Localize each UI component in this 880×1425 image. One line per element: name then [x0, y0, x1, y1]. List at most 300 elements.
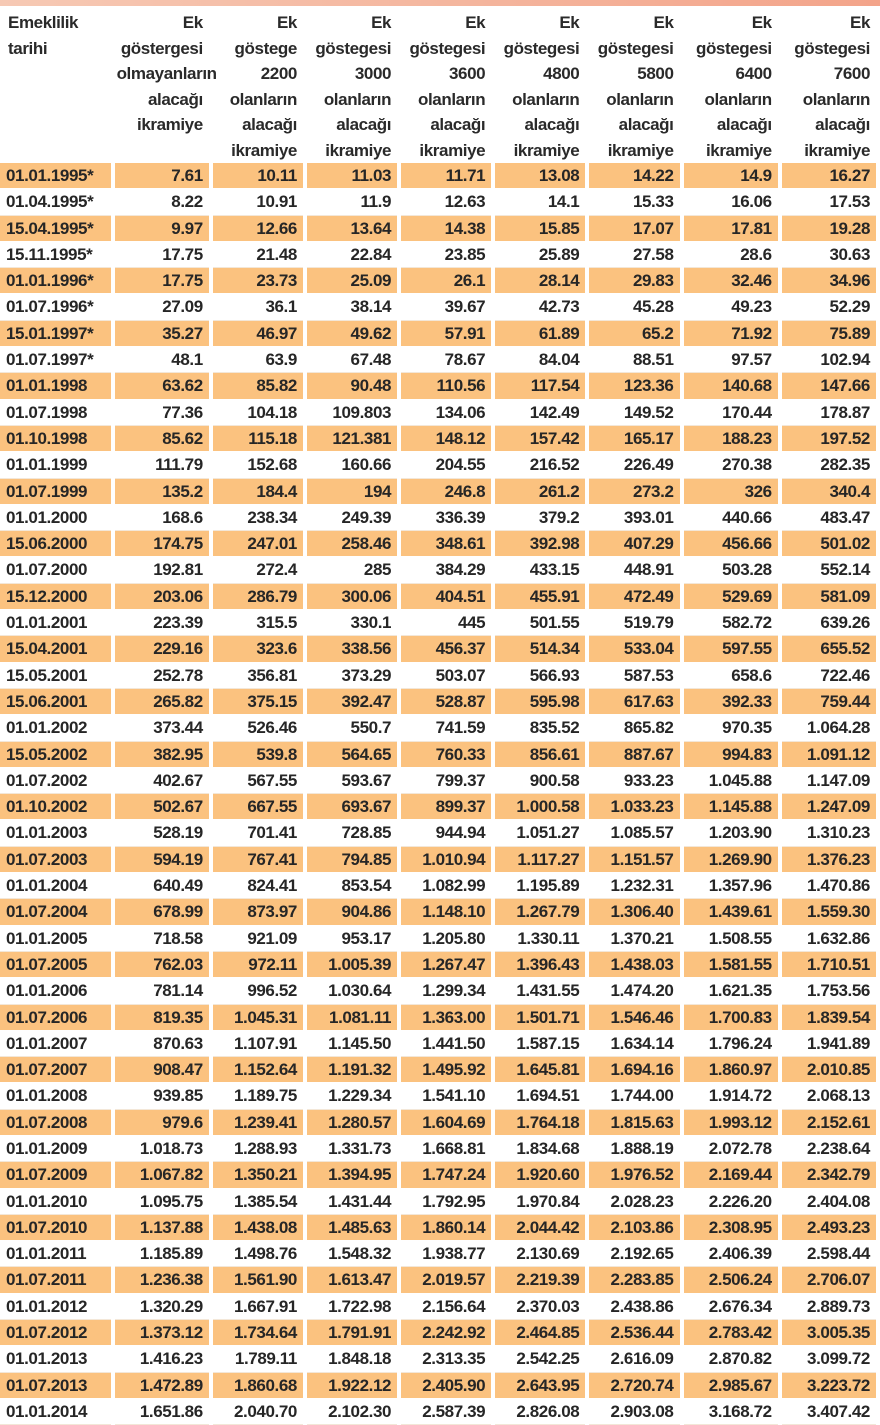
bonus-amount-cell: 102.94 [780, 347, 878, 373]
bonus-amount-cell: 65.2 [587, 320, 681, 346]
bonus-amount-cell: 760.33 [399, 741, 493, 767]
table-row [0, 399, 878, 425]
bonus-amount-cell: 32.46 [682, 268, 780, 294]
table-row [0, 925, 878, 951]
bonus-amount-cell: 1.561.90 [211, 1267, 305, 1293]
bonus-amount-cell: 1.117.27 [493, 846, 587, 872]
bonus-amount-cell: 2.102.30 [305, 1398, 399, 1424]
bonus-amount-cell: 404.51 [399, 583, 493, 609]
table-row [0, 1030, 878, 1056]
bonus-amount-cell: 249.39 [305, 504, 399, 530]
bonus-amount-cell: 1.082.99 [399, 873, 493, 899]
bonus-amount-cell: 229.16 [113, 636, 211, 662]
bonus-amount-cell: 2.169.44 [682, 1162, 780, 1188]
bonus-amount-cell: 2.370.03 [493, 1293, 587, 1319]
bonus-amount-cell: 1.764.18 [493, 1109, 587, 1135]
bonus-amount-cell: 2.044.42 [493, 1214, 587, 1240]
bonus-amount-cell: 1.734.64 [211, 1320, 305, 1346]
table-row [0, 294, 878, 320]
table-row [0, 767, 878, 793]
table-row [0, 268, 878, 294]
retirement-date-cell: 01.01.2004 [0, 873, 113, 899]
retirement-date-cell: 01.07.2000 [0, 557, 113, 583]
bonus-amount-cell: 1.634.14 [587, 1030, 681, 1056]
bonus-amount-cell: 2.438.86 [587, 1293, 681, 1319]
retirement-date-cell: 15.11.1995* [0, 241, 113, 267]
bonus-amount-cell: 1.045.31 [211, 1004, 305, 1030]
bonus-amount-cell: 1.195.89 [493, 873, 587, 899]
column-header-8: Ek göstegesi 7600 olanların alacağı ikramiye [780, 8, 878, 163]
table-row [0, 1162, 878, 1188]
bonus-amount-cell: 2.542.25 [493, 1346, 587, 1372]
table-row [0, 425, 878, 451]
column-header-7: Ek göstegesi 6400 olanların alacağı ikramiye [682, 8, 780, 163]
retirement-date-cell: 15.06.2001 [0, 688, 113, 714]
bonus-amount-cell: 865.82 [587, 715, 681, 741]
bonus-amount-cell: 1.559.30 [780, 899, 878, 925]
bonus-amount-cell: 1.091.12 [780, 741, 878, 767]
bonus-amount-cell: 1.914.72 [682, 1083, 780, 1109]
bonus-amount-cell: 2.985.67 [682, 1372, 780, 1398]
bonus-amount-cell: 519.79 [587, 610, 681, 636]
bonus-amount-cell: 373.44 [113, 715, 211, 741]
bonus-amount-cell: 1.288.93 [211, 1135, 305, 1161]
bonus-amount-cell: 529.69 [682, 583, 780, 609]
bonus-amount-cell: 392.47 [305, 688, 399, 714]
bonus-amount-cell: 90.48 [305, 373, 399, 399]
table-row [0, 1293, 878, 1319]
bonus-amount-cell: 188.23 [682, 425, 780, 451]
bonus-amount-cell: 23.85 [399, 241, 493, 267]
bonus-amount-cell: 14.9 [682, 163, 780, 189]
bonus-amount-cell: 1.145.50 [305, 1030, 399, 1056]
bonus-amount-cell: 1.189.75 [211, 1083, 305, 1109]
bonus-amount-cell: 566.93 [493, 662, 587, 688]
bonus-amount-cell: 550.7 [305, 715, 399, 741]
table-row [0, 951, 878, 977]
bonus-amount-cell: 1.269.90 [682, 846, 780, 872]
retirement-date-cell: 01.07.2012 [0, 1320, 113, 1346]
bonus-amount-cell: 528.87 [399, 688, 493, 714]
bonus-amount-cell: 1.922.12 [305, 1372, 399, 1398]
table-body [0, 163, 878, 1425]
bonus-amount-cell: 39.67 [399, 294, 493, 320]
bonus-amount-cell: 2.192.65 [587, 1241, 681, 1267]
bonus-amount-cell: 1.485.63 [305, 1214, 399, 1240]
table-row [0, 1346, 878, 1372]
bonus-amount-cell: 767.41 [211, 846, 305, 872]
bonus-amount-cell: 2.103.86 [587, 1214, 681, 1240]
bonus-amount-cell: 1.632.86 [780, 925, 878, 951]
bonus-amount-cell: 933.23 [587, 767, 681, 793]
bonus-amount-cell: 14.22 [587, 163, 681, 189]
bonus-amount-cell: 170.44 [682, 399, 780, 425]
retirement-date-cell: 01.10.2002 [0, 794, 113, 820]
bonus-amount-cell: 1.137.88 [113, 1214, 211, 1240]
bonus-amount-cell: 17.75 [113, 241, 211, 267]
bonus-amount-cell: 148.12 [399, 425, 493, 451]
bonus-amount-cell: 1.033.23 [587, 794, 681, 820]
table-row [0, 452, 878, 478]
bonus-amount-cell: 42.73 [493, 294, 587, 320]
bonus-amount-cell: 109.803 [305, 399, 399, 425]
retirement-date-cell: 01.01.2014 [0, 1398, 113, 1424]
bonus-amount-cell: 2.783.42 [682, 1320, 780, 1346]
bonus-amount-cell: 2.404.08 [780, 1188, 878, 1214]
retirement-date-cell: 01.07.2009 [0, 1162, 113, 1188]
bonus-amount-cell: 1.185.89 [113, 1241, 211, 1267]
retirement-date-cell: 01.01.2011 [0, 1241, 113, 1267]
table-row [0, 1241, 878, 1267]
table-row [0, 688, 878, 714]
bonus-amount-cell: 472.49 [587, 583, 681, 609]
bonus-amount-cell: 2.156.64 [399, 1293, 493, 1319]
bonus-amount-cell: 168.6 [113, 504, 211, 530]
bonus-amount-cell: 1.239.41 [211, 1109, 305, 1135]
bonus-amount-cell: 2.072.78 [682, 1135, 780, 1161]
bonus-amount-cell: 1.107.91 [211, 1030, 305, 1056]
bonus-amount-cell: 3.005.35 [780, 1320, 878, 1346]
bonus-amount-cell: 567.55 [211, 767, 305, 793]
bonus-amount-cell: 2.706.07 [780, 1267, 878, 1293]
bonus-amount-cell: 1.431.44 [305, 1188, 399, 1214]
bonus-amount-cell: 953.17 [305, 925, 399, 951]
bonus-amount-cell: 1.498.76 [211, 1241, 305, 1267]
bonus-amount-cell: 2.019.57 [399, 1267, 493, 1293]
bonus-amount-cell: 1.441.50 [399, 1030, 493, 1056]
bonus-amount-cell: 1.310.23 [780, 820, 878, 846]
bonus-amount-cell: 501.55 [493, 610, 587, 636]
bonus-amount-cell: 1.581.55 [682, 951, 780, 977]
bonus-amount-cell: 258.46 [305, 531, 399, 557]
retirement-date-cell: 01.01.1995* [0, 163, 113, 189]
bonus-amount-cell: 1.501.71 [493, 1004, 587, 1030]
retirement-date-cell: 01.07.2003 [0, 846, 113, 872]
bonus-amount-cell: 1.722.98 [305, 1293, 399, 1319]
bonus-amount-cell: 223.39 [113, 610, 211, 636]
bonus-amount-cell: 285 [305, 557, 399, 583]
bonus-amount-cell: 2.040.70 [211, 1398, 305, 1424]
bonus-amount-cell: 261.2 [493, 478, 587, 504]
bonus-amount-cell: 2.536.44 [587, 1320, 681, 1346]
bonus-amount-cell: 1.941.89 [780, 1030, 878, 1056]
retirement-date-cell: 01.01.2012 [0, 1293, 113, 1319]
bonus-amount-cell: 97.57 [682, 347, 780, 373]
bonus-amount-cell: 502.67 [113, 794, 211, 820]
bonus-amount-cell: 1.416.23 [113, 1346, 211, 1372]
bonus-amount-cell: 873.97 [211, 899, 305, 925]
bonus-amount-cell: 2.226.20 [682, 1188, 780, 1214]
bonus-amount-cell: 1.541.10 [399, 1083, 493, 1109]
bonus-amount-cell: 270.38 [682, 452, 780, 478]
bonus-amount-cell: 15.85 [493, 215, 587, 241]
bonus-amount-cell: 35.27 [113, 320, 211, 346]
retirement-date-cell: 01.01.2007 [0, 1030, 113, 1056]
bonus-amount-cell: 944.94 [399, 820, 493, 846]
bonus-amount-cell: 1.191.32 [305, 1057, 399, 1083]
bonus-amount-cell: 323.6 [211, 636, 305, 662]
bonus-amount-cell: 2.242.92 [399, 1320, 493, 1346]
retirement-date-cell: 01.01.1998 [0, 373, 113, 399]
bonus-amount-cell: 2.068.13 [780, 1083, 878, 1109]
bonus-amount-cell: 140.68 [682, 373, 780, 399]
bonus-amount-cell: 1.376.23 [780, 846, 878, 872]
bonus-amount-cell: 17.81 [682, 215, 780, 241]
bonus-amount-cell: 203.06 [113, 583, 211, 609]
top-accent-strip [0, 0, 880, 6]
bonus-amount-cell: 1.744.00 [587, 1083, 681, 1109]
retirement-date-cell: 01.10.1998 [0, 425, 113, 451]
retirement-date-cell: 15.12.2000 [0, 583, 113, 609]
bonus-amount-cell: 597.55 [682, 636, 780, 662]
bonus-amount-cell: 1.148.10 [399, 899, 493, 925]
bonus-amount-cell: 2.464.85 [493, 1320, 587, 1346]
bonus-amount-cell: 899.37 [399, 794, 493, 820]
retirement-date-cell: 01.01.2002 [0, 715, 113, 741]
bonus-amount-cell: 273.2 [587, 478, 681, 504]
bonus-amount-cell: 1.085.57 [587, 820, 681, 846]
bonus-amount-cell: 110.56 [399, 373, 493, 399]
retirement-date-cell: 15.04.1995* [0, 215, 113, 241]
table-header [0, 8, 878, 163]
bonus-amount-cell: 528.19 [113, 820, 211, 846]
bonus-amount-cell: 1.789.11 [211, 1346, 305, 1372]
retirement-date-cell: 01.01.2008 [0, 1083, 113, 1109]
bonus-amount-cell: 12.66 [211, 215, 305, 241]
bonus-amount-cell: 1.438.08 [211, 1214, 305, 1240]
bonus-amount-cell: 667.55 [211, 794, 305, 820]
bonus-amount-cell: 996.52 [211, 978, 305, 1004]
table-row [0, 741, 878, 767]
bonus-amount-cell: 440.66 [682, 504, 780, 530]
bonus-amount-cell: 2.313.35 [399, 1346, 493, 1372]
table-row [0, 1135, 878, 1161]
bonus-table [0, 8, 880, 1425]
bonus-amount-cell: 134.06 [399, 399, 493, 425]
bonus-amount-cell: 338.56 [305, 636, 399, 662]
retirement-date-cell: 01.07.2008 [0, 1109, 113, 1135]
bonus-amount-cell: 216.52 [493, 452, 587, 478]
bonus-amount-cell: 1.474.20 [587, 978, 681, 1004]
bonus-amount-cell: 3.223.72 [780, 1372, 878, 1398]
bonus-amount-cell: 184.4 [211, 478, 305, 504]
bonus-amount-cell: 1.306.40 [587, 899, 681, 925]
table-row [0, 1214, 878, 1240]
bonus-amount-cell: 178.87 [780, 399, 878, 425]
bonus-amount-cell: 104.18 [211, 399, 305, 425]
table-row [0, 873, 878, 899]
bonus-amount-cell: 13.08 [493, 163, 587, 189]
retirement-date-cell: 01.01.1996* [0, 268, 113, 294]
bonus-amount-cell: 1.860.97 [682, 1057, 780, 1083]
bonus-amount-cell: 1.280.57 [305, 1109, 399, 1135]
bonus-amount-cell: 84.04 [493, 347, 587, 373]
table-row [0, 1188, 878, 1214]
table-row [0, 320, 878, 346]
table-row [0, 1057, 878, 1083]
bonus-amount-cell: 456.37 [399, 636, 493, 662]
bonus-amount-cell: 204.55 [399, 452, 493, 478]
bonus-amount-cell: 1.331.73 [305, 1135, 399, 1161]
bonus-amount-cell: 71.92 [682, 320, 780, 346]
bonus-amount-cell: 1.232.31 [587, 873, 681, 899]
bonus-amount-cell: 15.33 [587, 189, 681, 215]
bonus-amount-cell: 13.64 [305, 215, 399, 241]
table-row [0, 662, 878, 688]
bonus-amount-cell: 853.54 [305, 873, 399, 899]
bonus-amount-cell: 77.36 [113, 399, 211, 425]
bonus-amount-cell: 1.205.80 [399, 925, 493, 951]
bonus-amount-cell: 693.67 [305, 794, 399, 820]
retirement-date-cell: 01.01.2009 [0, 1135, 113, 1161]
bonus-amount-cell: 19.28 [780, 215, 878, 241]
bonus-amount-cell: 88.51 [587, 347, 681, 373]
bonus-amount-cell: 1.431.55 [493, 978, 587, 1004]
table-row [0, 1004, 878, 1030]
bonus-amount-cell: 272.4 [211, 557, 305, 583]
bonus-amount-cell: 121.381 [305, 425, 399, 451]
bonus-amount-cell: 348.61 [399, 531, 493, 557]
bonus-amount-cell: 701.41 [211, 820, 305, 846]
bonus-amount-cell: 824.41 [211, 873, 305, 899]
bonus-amount-cell: 63.9 [211, 347, 305, 373]
bonus-amount-cell: 67.48 [305, 347, 399, 373]
bonus-amount-cell: 152.68 [211, 452, 305, 478]
bonus-amount-cell: 718.58 [113, 925, 211, 951]
bonus-amount-cell: 835.52 [493, 715, 587, 741]
bonus-amount-cell: 1.470.86 [780, 873, 878, 899]
table-row [0, 241, 878, 267]
bonus-amount-cell: 564.65 [305, 741, 399, 767]
retirement-date-cell: 01.01.2005 [0, 925, 113, 951]
table-row [0, 163, 878, 189]
bonus-amount-cell: 2.506.24 [682, 1267, 780, 1293]
bonus-amount-cell: 2.676.34 [682, 1293, 780, 1319]
bonus-amount-cell: 2.405.90 [399, 1372, 493, 1398]
bonus-amount-cell: 1.081.11 [305, 1004, 399, 1030]
bonus-amount-cell: 640.49 [113, 873, 211, 899]
bonus-amount-cell: 11.03 [305, 163, 399, 189]
bonus-amount-cell: 1.938.77 [399, 1241, 493, 1267]
bonus-amount-cell: 2.587.39 [399, 1398, 493, 1424]
bonus-amount-cell: 115.18 [211, 425, 305, 451]
bonus-amount-cell: 63.62 [113, 373, 211, 399]
bonus-amount-cell: 781.14 [113, 978, 211, 1004]
bonus-amount-cell: 587.53 [587, 662, 681, 688]
bonus-amount-cell: 142.49 [493, 399, 587, 425]
bonus-amount-cell: 1.753.56 [780, 978, 878, 1004]
bonus-amount-cell: 11.71 [399, 163, 493, 189]
bonus-amount-cell: 1.045.88 [682, 767, 780, 793]
bonus-amount-cell: 9.97 [113, 215, 211, 241]
bonus-amount-cell: 10.91 [211, 189, 305, 215]
bonus-amount-cell: 593.67 [305, 767, 399, 793]
table-row [0, 846, 878, 872]
bonus-amount-cell: 1.145.88 [682, 794, 780, 820]
bonus-amount-cell: 402.67 [113, 767, 211, 793]
table-row [0, 1398, 878, 1424]
bonus-amount-cell: 1.005.39 [305, 951, 399, 977]
bonus-amount-cell: 639.26 [780, 610, 878, 636]
bonus-amount-cell: 34.96 [780, 268, 878, 294]
bonus-amount-cell: 165.17 [587, 425, 681, 451]
bonus-amount-cell: 503.28 [682, 557, 780, 583]
bonus-amount-cell: 375.15 [211, 688, 305, 714]
bonus-amount-cell: 1.993.12 [682, 1109, 780, 1135]
bonus-amount-cell: 26.1 [399, 268, 493, 294]
bonus-amount-cell: 392.98 [493, 531, 587, 557]
table-row [0, 636, 878, 662]
bonus-amount-cell: 1.796.24 [682, 1030, 780, 1056]
bonus-amount-cell: 28.6 [682, 241, 780, 267]
bonus-amount-cell: 1.236.38 [113, 1267, 211, 1293]
retirement-date-cell: 01.07.2007 [0, 1057, 113, 1083]
bonus-amount-cell: 1.363.00 [399, 1004, 493, 1030]
bonus-amount-cell: 1.791.91 [305, 1320, 399, 1346]
bonus-amount-cell: 38.14 [305, 294, 399, 320]
bonus-amount-cell: 456.66 [682, 531, 780, 557]
retirement-date-cell: 01.01.2013 [0, 1346, 113, 1372]
bonus-amount-cell: 28.14 [493, 268, 587, 294]
bonus-amount-cell: 247.01 [211, 531, 305, 557]
bonus-amount-cell: 123.36 [587, 373, 681, 399]
bonus-amount-cell: 503.07 [399, 662, 493, 688]
bonus-amount-cell: 856.61 [493, 741, 587, 767]
bonus-amount-cell: 2.238.64 [780, 1135, 878, 1161]
column-header-3: Ek göstegesi 3000 olanların alacağı ikramiye [305, 8, 399, 163]
bonus-amount-cell: 1.667.91 [211, 1293, 305, 1319]
bonus-amount-cell: 1.151.57 [587, 846, 681, 872]
bonus-amount-cell: 57.91 [399, 320, 493, 346]
bonus-amount-cell: 147.66 [780, 373, 878, 399]
bonus-amount-cell: 552.14 [780, 557, 878, 583]
bonus-amount-cell: 25.09 [305, 268, 399, 294]
retirement-date-cell: 01.07.1999 [0, 478, 113, 504]
bonus-amount-cell: 1.229.34 [305, 1083, 399, 1109]
bonus-amount-cell: 373.29 [305, 662, 399, 688]
bonus-amount-cell: 2.889.73 [780, 1293, 878, 1319]
bonus-amount-cell: 1.396.43 [493, 951, 587, 977]
bonus-amount-cell: 25.89 [493, 241, 587, 267]
bonus-amount-cell: 326 [682, 478, 780, 504]
bonus-amount-cell: 1.350.21 [211, 1162, 305, 1188]
bonus-amount-cell: 741.59 [399, 715, 493, 741]
bonus-amount-cell: 1.613.47 [305, 1267, 399, 1293]
bonus-amount-cell: 2.152.61 [780, 1109, 878, 1135]
bonus-amount-cell: 594.19 [113, 846, 211, 872]
bonus-amount-cell: 1.438.03 [587, 951, 681, 977]
bonus-amount-cell: 794.85 [305, 846, 399, 872]
bonus-amount-cell: 1.439.61 [682, 899, 780, 925]
bonus-amount-cell: 1.700.83 [682, 1004, 780, 1030]
bonus-amount-cell: 1.495.92 [399, 1057, 493, 1083]
bonus-amount-cell: 17.75 [113, 268, 211, 294]
bonus-amount-cell: 1.839.54 [780, 1004, 878, 1030]
bonus-amount-cell: 17.53 [780, 189, 878, 215]
bonus-amount-cell: 23.73 [211, 268, 305, 294]
bonus-amount-cell: 36.1 [211, 294, 305, 320]
bonus-amount-cell: 160.66 [305, 452, 399, 478]
bonus-amount-cell: 970.35 [682, 715, 780, 741]
retirement-date-cell: 01.07.2002 [0, 767, 113, 793]
bonus-amount-cell: 1.394.95 [305, 1162, 399, 1188]
table-row [0, 1320, 878, 1346]
bonus-amount-cell: 7.61 [113, 163, 211, 189]
retirement-date-cell: 15.06.2000 [0, 531, 113, 557]
bonus-amount-cell: 483.47 [780, 504, 878, 530]
bonus-amount-cell: 194 [305, 478, 399, 504]
bonus-amount-cell: 3.168.72 [682, 1398, 780, 1424]
